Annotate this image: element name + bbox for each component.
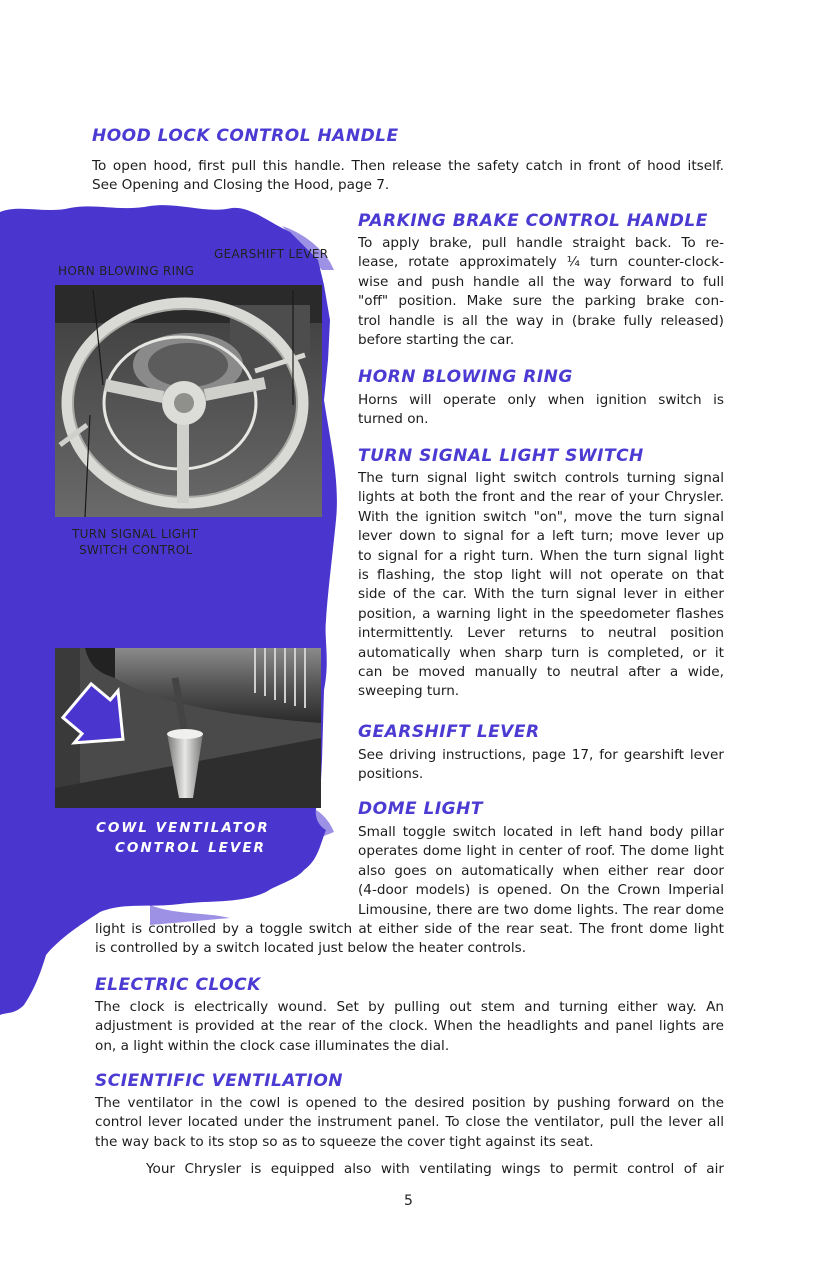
text-line: automatically when sharp turn is completed, or it [358,644,724,661]
cowl-caption-line1: COWL VENTILATOR [96,820,270,836]
steering-wheel-photo [55,285,322,517]
text-line: wise and push handle all the way forward to full [358,273,724,290]
cowl-caption-line2: CONTROL LEVER [115,840,266,856]
gearshift-heading: GEARSHIFT LEVER [358,722,540,742]
text-line: (4-door models) is opened. On the Crown Imperial [358,882,724,899]
text-line: The ventilator in the cowl is opened to the desired position by pushing forward on the [95,1095,724,1111]
text-line: position, a warning light in the speedometer flashes [358,605,724,622]
text-line: lights at both the front and the rear of your Chrysler. [358,489,724,506]
text-line: See Opening and Closing the Hood, page 7. [92,177,390,194]
parking-brake-heading: PARKING BRAKE CONTROL HANDLE [358,211,708,231]
text-line: The clock is electrically wound. Set by pulling out stem and turning either way. An [95,999,724,1015]
ventilation-continuation [146,1160,724,1179]
text-line: See driving instructions, page 17, for gearshift lever [358,747,724,763]
text-line: adjustment is provided at the rear of the clock. When the headlights and panel lights are [95,1018,724,1035]
hood-lock-heading: HOOD LOCK CONTROL HANDLE [92,126,399,146]
text-line: trol handle is all the way in (brake fully released) [358,312,724,329]
text-line: The turn signal light switch controls turning signal [358,470,724,486]
text-line: Small toggle switch located in left hand body pillar [358,824,724,840]
text-line: before starting the car. [358,332,515,349]
horn-ring-heading: HORN BLOWING RING [358,367,573,387]
text-line: also goes on automatically when either rear door [358,862,724,879]
hood-lock-text [92,157,724,196]
text-line: To apply brake, pull handle straight back. To re- [358,235,724,251]
turn-signal-label-line2: SWITCH CONTROL [79,543,193,557]
text-line: lease, rotate approximately ¼ turn counter-clock- [358,254,724,271]
gearshift-text [358,746,724,785]
text-line: on, a light within the clock case illuminates the dial. [95,1037,450,1054]
text-line: positions. [358,766,424,783]
text-line: to signal for a right turn. When the turn signal light [358,547,724,564]
turn-signal-text [358,469,724,702]
text-line: is flashing, the stop light will not operate on that [358,567,724,584]
cowl-ventilator-photo [55,648,321,808]
text-line: side of the car. With the turn signal lever in either [358,586,724,603]
text-line: "off" position. Make sure the parking brake con- [358,293,724,310]
text-line: turned on. [358,411,429,428]
text-line: control lever located under the instrument panel. To close the ventilator, pull the lever all [95,1114,724,1131]
page-number: 5 [404,1193,413,1209]
text-line: lever down to signal for a left turn; move lever up [358,528,724,545]
electric-clock-text [95,998,724,1056]
text-line: Horns will operate only when ignition switch is [358,392,724,408]
ventilation-text [95,1094,724,1152]
text-line: Limousine, there are two dome lights. The rear dome [358,901,724,918]
text-line: To open hood, first pull this handle. Then release the safety catch in front of hood itself. [92,158,724,174]
turn-signal-heading: TURN SIGNAL LIGHT SWITCH [358,446,644,466]
text-line: is controlled by a switch located just below the heater controls. [95,940,527,957]
ventilation-heading: SCIENTIFIC VENTILATION [95,1071,344,1091]
dome-light-text [358,823,724,920]
dome-light-heading: DOME LIGHT [358,799,483,819]
horn-ring-label: HORN BLOWING RING [58,264,195,278]
text-line: can be moved manually to neutral after a wide, [358,664,724,681]
gearshift-lever-label: GEARSHIFT LEVER [214,247,329,261]
horn-ring-text [358,391,724,430]
turn-signal-label-line1: TURN SIGNAL LIGHT [72,527,199,541]
text-line: light is controlled by a toggle switch at either side of the rear seat. The front dome light [95,921,724,937]
text-line: With the ignition switch "on", move the turn signal [358,508,724,525]
text-line: Your Chrysler is equipped also with ventilating wings to permit control of air [146,1161,724,1177]
text-line: operates dome light in center of roof. The dome light [358,843,724,860]
text-line: the way back to its stop so as to squeeze the cover tight against its seat. [95,1133,594,1150]
parking-brake-text [358,234,724,350]
text-line: sweeping turn. [358,683,460,700]
text-line: intermittently. Lever returns to neutral position [358,625,724,642]
electric-clock-heading: ELECTRIC CLOCK [95,975,261,995]
dome-light-text-wide [95,920,724,959]
